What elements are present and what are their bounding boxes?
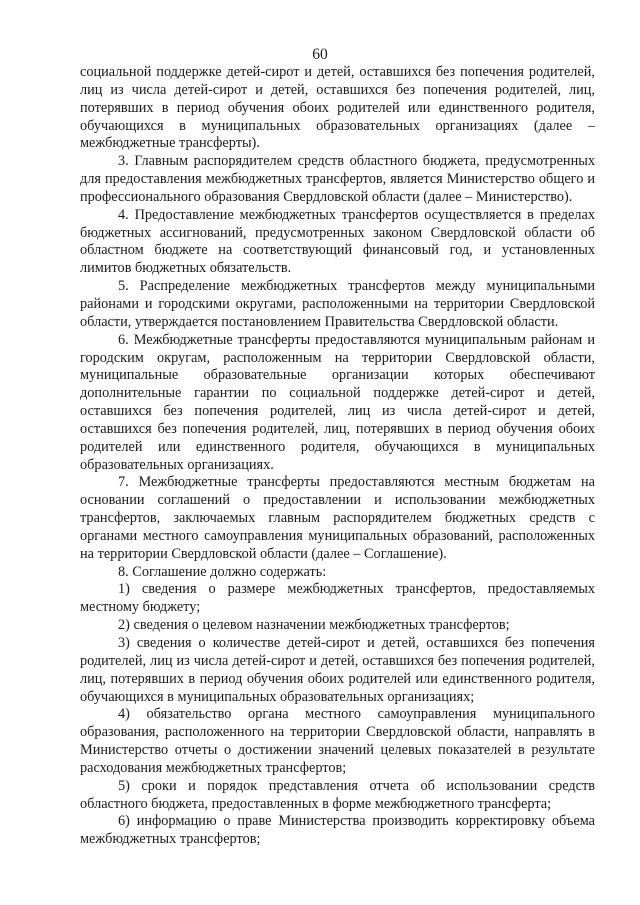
paragraph-4: 5. Распределение межбюджетных трансфертов между муниципальными районами и городскими округами, расположенными на территории Свердловской области, утверждается постановлением Правительства Свердловской области. [80, 278, 595, 330]
paragraph-2: 3. Главным распорядителем средств областного бюджета, предусмотренных для предоставления межбюджетных трансфертов, является Министерство общего и профессионального образования Свердловской области (далее – Министерство). [80, 153, 595, 205]
paragraph-1: социальной поддержке детей-сирот и детей, оставшихся без попечения родителей, лиц из числа детей-сирот и детей, оставшихся без попечения родителей, лиц, потерявших в период обучения обоих родителей или единственного родителя, обучающихся в муниципальных образовательных организациях (далее – межбюджетные трансферты). [80, 64, 595, 152]
paragraph-7: 8. Соглашение должно содержать: [118, 563, 327, 580]
paragraph-11: 4) обязательство органа местного самоуправления муниципального образования, расположенного на территории Свердловской области, направлять в Министерство отчеты о достижении значений целевых показателей в результате расходования межбюджетных трансфертов; [80, 706, 595, 776]
paragraph-12: 5) сроки и порядок представления отчета об использовании средств областного бюджета, предоставленных в форме межбюджетного трансферта; [80, 777, 595, 812]
paragraph-3: 4. Предоставление межбюджетных трансфертов осуществляется в пределах бюджетных ассигнований, предусмотренных законом Свердловской области об областном бюджете на соответствующий финансовый год, и установленных лимитов бюджетных обязательств. [80, 206, 595, 277]
page-number: 60 [312, 46, 328, 63]
paragraph-6: 7. Межбюджетные трансферты предоставляются местным бюджетам на основании соглашений о предоставлении и использовании межбюджетных трансфертов, заключаемых главным распорядителем бюджетных средств с органами местного самоуправления муниципальных образований, расположенных на территории Свердловской области (далее – Соглашение). [80, 474, 595, 562]
paragraph-10: 3) сведения о количестве детей-сирот и детей, оставшихся без попечения родителей, лиц из числа детей-сирот и детей, оставшихся без попечения родителей, лиц, потерявших в период обучения обоих родителей или единственного родителя, обучающихся в муниципальных образовательных организациях; [80, 635, 595, 705]
paragraph-8: 1) сведения о размере межбюджетных трансфертов, предоставляемых местному бюджету; [80, 581, 595, 616]
paragraph-13: 6) информацию о праве Министерства производить корректировку объема межбюджетных трансфертов; [80, 813, 595, 848]
document-body [80, 64, 595, 849]
paragraph-9: 2) сведения о целевом назначении межбюджетных трансфертов; [118, 617, 510, 634]
paragraph-5: 6. Межбюджетные трансферты предоставляются муниципальным районам и городским округам, расположенным на территории Свердловской области, муниципальные образовательные организации которых обеспечивают дополнительные гарантии по социальной поддержке детей-сирот и детей, оставшихся без попечения родителей, лиц из числа детей-сирот и детей, оставшихся без попечения родителей, лиц, потерявших в период обучения обоих родителей или единственного родителя, обучающихся в муниципальных образовательных организациях. [80, 331, 595, 473]
